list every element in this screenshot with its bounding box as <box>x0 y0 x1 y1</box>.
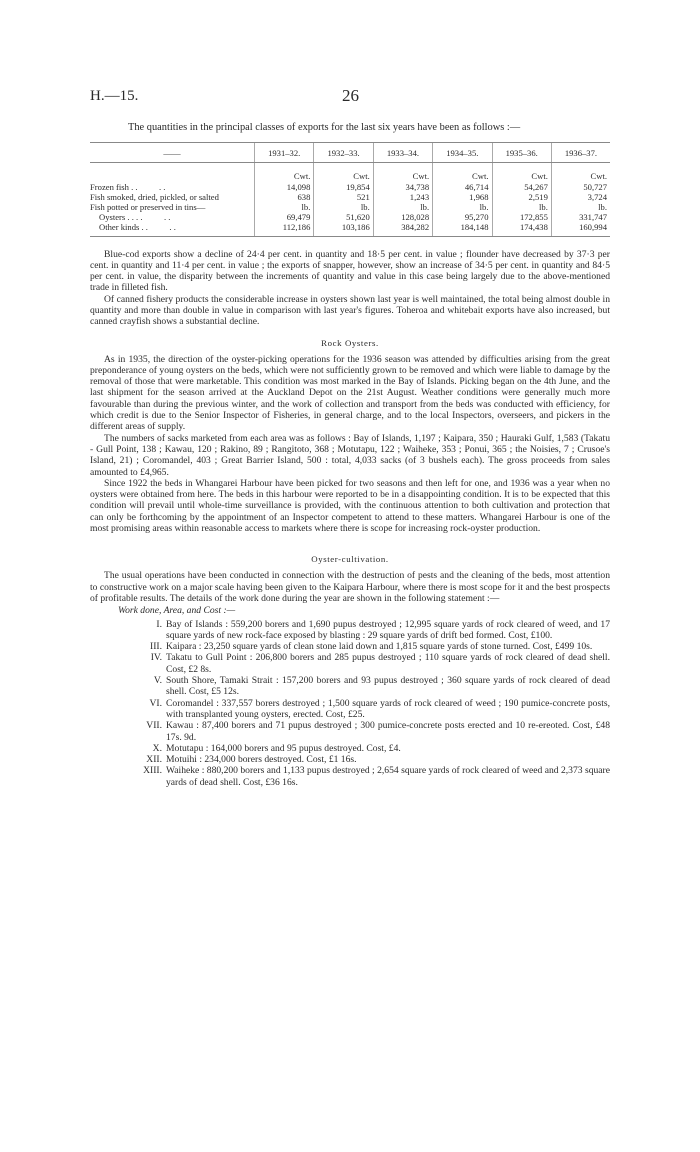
table-row <box>90 202 610 212</box>
item-number: V. <box>153 675 162 687</box>
year-header: 1934–35. <box>433 143 492 163</box>
unit-cell: lb. <box>551 202 610 212</box>
list-item <box>90 619 610 642</box>
unit-cell: Cwt. <box>314 163 373 182</box>
intro-text: The quantities in the principal classes of exports for the last six years have been as follows :— <box>128 122 521 133</box>
page-header <box>90 86 610 108</box>
paragraph: The numbers of sacks marketed from each area was as follows : Bay of Islands, 1,197 ; Kaipara, 350 ; Hauraki Gulf, 1,583 (Takatu - Gull Point, 138 ; Kawau, 120 ; Rakino, 89 ; Rangitoto, 368 ; Motutapu, 122 ; Waiheke, 353 ; Ponui, 365 ; the Noisies, 7 ; Crusoe's Island, 21) ; Coromandel, 403 ; Great Barrier Island, 500 : total, 4,033 sacks (of 3 bushels each). The gross proceeds from sales amounted to £4,965. <box>90 432 610 478</box>
table-cell: 46,714 <box>433 182 492 192</box>
table-cell: 172,855 <box>492 212 551 222</box>
table-cell: 184,148 <box>433 222 492 236</box>
section-heading-rock-oysters: Rock Oysters. <box>321 337 379 348</box>
list-item <box>90 641 610 652</box>
unit-cell: lb. <box>255 202 314 212</box>
table-cell: 54,267 <box>492 182 551 192</box>
item-number: XII. <box>146 754 162 766</box>
year-header: 1931–32. <box>255 143 314 163</box>
table-row <box>90 182 610 192</box>
exports-table <box>90 142 610 236</box>
unit-cell: lb. <box>373 202 432 212</box>
table-cell: 112,186 <box>255 222 314 236</box>
table-row <box>90 212 610 222</box>
unit-cell: Cwt. <box>373 163 432 182</box>
list-item <box>90 698 610 721</box>
unit-cell: Cwt. <box>433 163 492 182</box>
list-item <box>90 765 610 788</box>
table-cell: 521 <box>314 192 373 202</box>
table-row <box>90 192 610 202</box>
table-header-row <box>90 143 610 163</box>
table-cell: 384,282 <box>373 222 432 236</box>
leader-dots: . . . . <box>131 181 166 192</box>
item-text: Kaipara : 23,250 square yards of clean stone laid down and 1,815 square yards of stone turned. Cost, £499 10s. <box>166 641 593 653</box>
item-text: Motuihi : 234,000 borers destroyed. Cost, £1 16s. <box>166 754 357 766</box>
row-label: Fish potted or preserved in tins— <box>90 201 206 212</box>
item-text: Kawau : 87,400 borers and 71 pupus destroyed ; 300 pumice-concrete posts erected and 10 re-ereoted. Cost, £48 17s. 9d. <box>166 720 610 743</box>
table-cell: 95,270 <box>433 212 492 222</box>
unit-cell: lb. <box>492 202 551 212</box>
item-text: Motutapu : 164,000 borers and 95 pupus destroyed. Cost, £4. <box>166 742 401 754</box>
year-header: 1933–34. <box>373 143 432 163</box>
row-label: Frozen fish <box>90 181 129 192</box>
item-text: Coromandel : 337,557 borers destroyed ; 1,500 square yards of rock cleared of weed ; 190 pumice-concrete posts, with transplanted young oysters, erected. Cost, £25. <box>166 697 610 720</box>
table-cell: 638 <box>255 192 314 202</box>
table-row <box>90 222 610 236</box>
list-item <box>90 652 610 675</box>
item-number: IV. <box>150 652 162 664</box>
document-code: H.—15. <box>90 88 139 104</box>
leader-dots: . . . . <box>141 222 176 233</box>
unit-cell: lb. <box>314 202 373 212</box>
table-cell: 3,724 <box>551 192 610 202</box>
corner-cell: —— <box>90 143 255 163</box>
table-cell: 160,994 <box>551 222 610 236</box>
item-text: South Shore, Tamaki Strait : 157,200 borers and 93 pupus destroyed ; 360 square yards of rock cleared of dead shell. Cost, £5 12s. <box>166 675 610 698</box>
table-cell: 51,620 <box>314 212 373 222</box>
list-item <box>90 754 610 765</box>
row-label: Fish smoked, dried, pickled, or salted <box>90 191 219 202</box>
table-cell: 14,098 <box>255 182 314 192</box>
body-section-a <box>90 249 610 328</box>
section-heading-oyster-cultivation: Oyster-cultivation. <box>311 554 389 565</box>
item-number: VI. <box>149 697 162 709</box>
unit-cell: Cwt. <box>551 163 610 182</box>
item-number: I. <box>156 618 162 630</box>
item-number: XIII. <box>143 765 162 777</box>
work-list <box>90 619 610 788</box>
document-page <box>90 86 610 788</box>
page-number: 26 <box>342 86 359 105</box>
list-item <box>90 743 610 754</box>
row-label: Other kinds <box>99 222 140 233</box>
unit-cell: Cwt. <box>492 163 551 182</box>
unit-cell: Cwt. <box>255 163 314 182</box>
table-cell: 69,479 <box>255 212 314 222</box>
table-cell: 1,968 <box>433 192 492 202</box>
year-header: 1936–37. <box>551 143 610 163</box>
table-cell: 1,243 <box>373 192 432 202</box>
paragraph: Blue-cod exports show a decline of 24·4 per cent. in quantity and 18·5 per cent. in value ; flounder have decreased by 37·3 per cent. in quantity and 11·4 per cent. in value ; the exports of snapper, however, show an increase of 34·5 per cent. in quantity and 84·5 per cent. in value, the disparity between the increments of quantity and value in this case being largely due to the above-mentioned trade in filleted fish. <box>90 248 610 294</box>
work-done-label: Work done, Area, and Cost :— <box>118 605 236 617</box>
item-number: III. <box>150 641 162 653</box>
oyster-cultivation-section <box>90 570 610 788</box>
year-header: 1935–36. <box>492 143 551 163</box>
item-text: Bay of Islands : 559,200 borers and 1,690 pupus destroyed ; 12,995 square yards of rock cleared of weed, and 17 square yards of new rock-face exposed by blasting : 29 square yards of drift bed formed. Cost, £100. <box>166 618 610 641</box>
paragraph: As in 1935, the direction of the oyster-picking operations for the 1936 season was attended by difficulties arising from the great preponderance of young oysters on the beds, which were not sufficiently grown to be removed and which were liable to damage by the removal of those that were marketable. This condition was most marked in the Bay of Islands. Picking began on the 4th June, and the last shipment for the season arrived at the Auckland Depot on the 21st August. Weather conditions were generally much more favourable than during the previous winter, and the work of collection and transport from the beds was conducted with efficiency, for which credit is due to the Senior Inspector of Fisheries, in general charge, and to the local Inspectors, overseers, and pickers in the different areas of supply. <box>90 353 610 433</box>
table-cell: 2,519 <box>492 192 551 202</box>
table-cell: 50,727 <box>551 182 610 192</box>
table-cell: 128,028 <box>373 212 432 222</box>
row-label: Oysters . . <box>99 212 134 223</box>
item-text: Waiheke : 880,200 borers and 1,133 pupus destroyed ; 2,654 square yards of rock cleared of weed and 2,373 square yards of dead shell. Cost, £36 16s. <box>166 765 610 788</box>
unit-row-cwt <box>90 163 610 182</box>
table-cell: 331,747 <box>551 212 610 222</box>
list-item <box>90 675 610 698</box>
item-number: X. <box>152 742 162 754</box>
year-header: 1932–33. <box>314 143 373 163</box>
rock-oysters-section <box>90 354 610 535</box>
item-text: Takatu to Gull Point : 206,800 borers and 285 pupus destroyed ; 110 square yards of rock cleared of dead shell. Cost, £2 8s. <box>166 652 610 675</box>
list-item <box>90 720 610 743</box>
paragraph: Since 1922 the beds in Whangarei Harbour have been picked for two seasons and then left for one, and 1936 was a year when no oysters were obtained from here. The beds in this harbour were reported to be in a disappointing condition. It is to be expected that this condition will prevail until whole-time surveillance is provided, with the continuous attention to both cultivation and protection that can only be forthcoming by the appointment of an Inspector competent to attend to these matters. Whangarei Harbour is one of the most promising areas within reasonable access to markets where there is scope for increasing rock-oyster production. <box>90 477 610 535</box>
paragraph: The usual operations have been conducted in connection with the destruction of pests and the cleaning of the beds, most attention to constructive work on a major scale having been given to the Kaipara Harbour, where there is most scope for it and the best prospects of profitable results. The details of the work done during the year are shown in the following statement :— <box>90 570 610 604</box>
item-number: VII. <box>146 720 162 732</box>
table-cell: 103,186 <box>314 222 373 236</box>
leader-dots: . . . . <box>136 212 171 223</box>
paragraph: Of canned fishery products the considerable increase in oysters shown last year is well maintained, the total being almost double in quantity and more than double in value in comparison with last year's figures. Toheroa and whitebait exports have also increased, but canned crayfish shows a substantial decline. <box>90 293 610 328</box>
unit-cell: lb. <box>433 202 492 212</box>
table-cell: 34,738 <box>373 182 432 192</box>
table-cell: 174,438 <box>492 222 551 236</box>
table-cell: 19,854 <box>314 182 373 192</box>
